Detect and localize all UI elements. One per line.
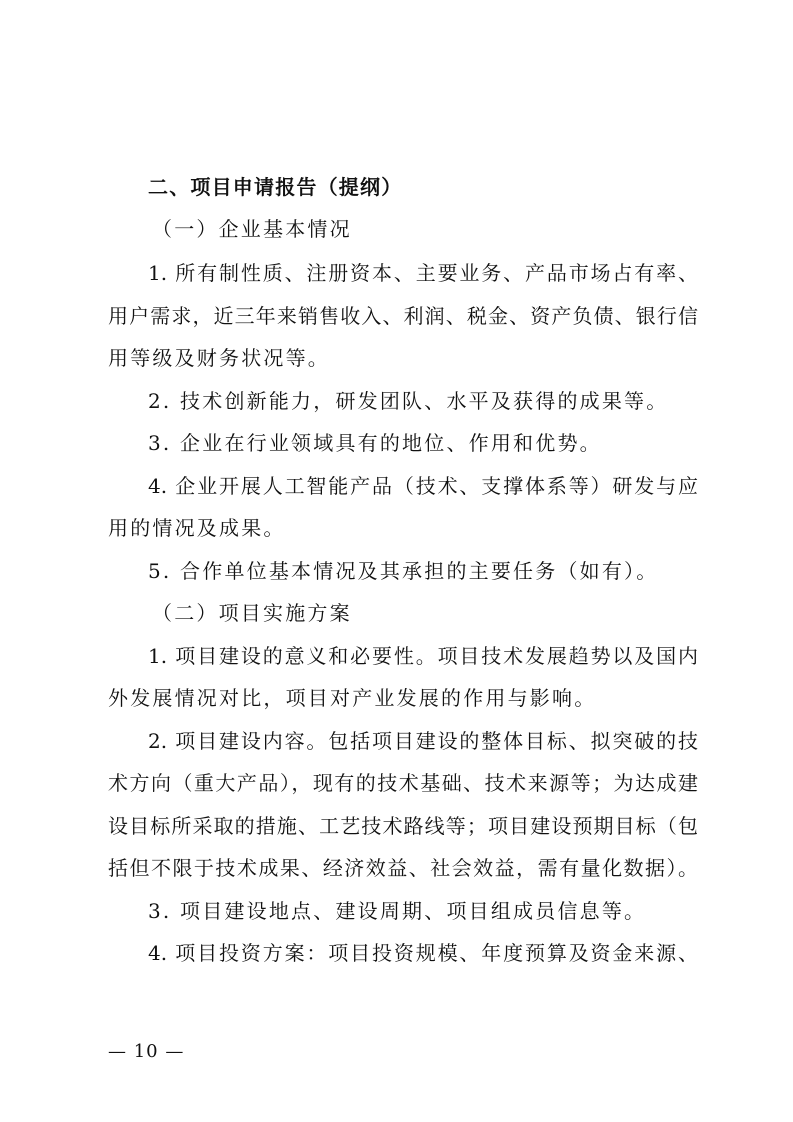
paragraph-line: 1. 项目建设的意义和必要性。项目技术发展趋势以及国内 [148, 644, 698, 668]
paragraph-line: 括但不限于技术成果、经济效益、社会效益，需有量化数据）。 [108, 856, 698, 880]
paragraph-line: 术方向（重大产品），现有的技术基础、技术来源等；为达成建 [108, 771, 698, 795]
paragraph-line: 1. 所有制性质、注册资本、主要业务、产品市场占有率、 [148, 261, 698, 285]
paragraph-line: 3. 企业在行业领域具有的地位、作用和优势。 [148, 431, 602, 455]
section-heading: 二、项目申请报告（提纲） [148, 175, 403, 199]
paragraph-line: 2. 项目建设内容。包括项目建设的整体目标、拟突破的技 [148, 729, 698, 753]
paragraph-line: 4. 企业开展人工智能产品（技术、支撑体系等）研发与应 [148, 474, 698, 498]
subsection-title-implementation: （二）项目实施方案 [152, 601, 352, 625]
subsection-title-enterprise: （一）企业基本情况 [152, 217, 352, 241]
paragraph-line: 4. 项目投资方案：项目投资规模、年度预算及资金来源、 [148, 941, 698, 965]
page-number: — 10 — [108, 1041, 185, 1062]
paragraph-line: 2. 技术创新能力，研发团队、水平及获得的成果等。 [148, 389, 669, 413]
paragraph-line: 设目标所采取的措施、工艺技术路线等；项目建设预期目标（包 [108, 814, 698, 838]
paragraph-line: 外发展情况对比，项目对产业发展的作用与影响。 [108, 686, 597, 710]
paragraph-line: 用的情况及成果。 [108, 516, 286, 540]
paragraph-line: 用户需求，近三年来销售收入、利润、税金、资产负债、银行信 [108, 304, 698, 328]
paragraph-line: 5. 合作单位基本情况及其承担的主要任务（如有）。 [148, 559, 659, 583]
paragraph-line: 用等级及财务状况等。 [108, 346, 330, 370]
paragraph-line: 3. 项目建设地点、建设周期、项目组成员信息等。 [148, 899, 647, 923]
